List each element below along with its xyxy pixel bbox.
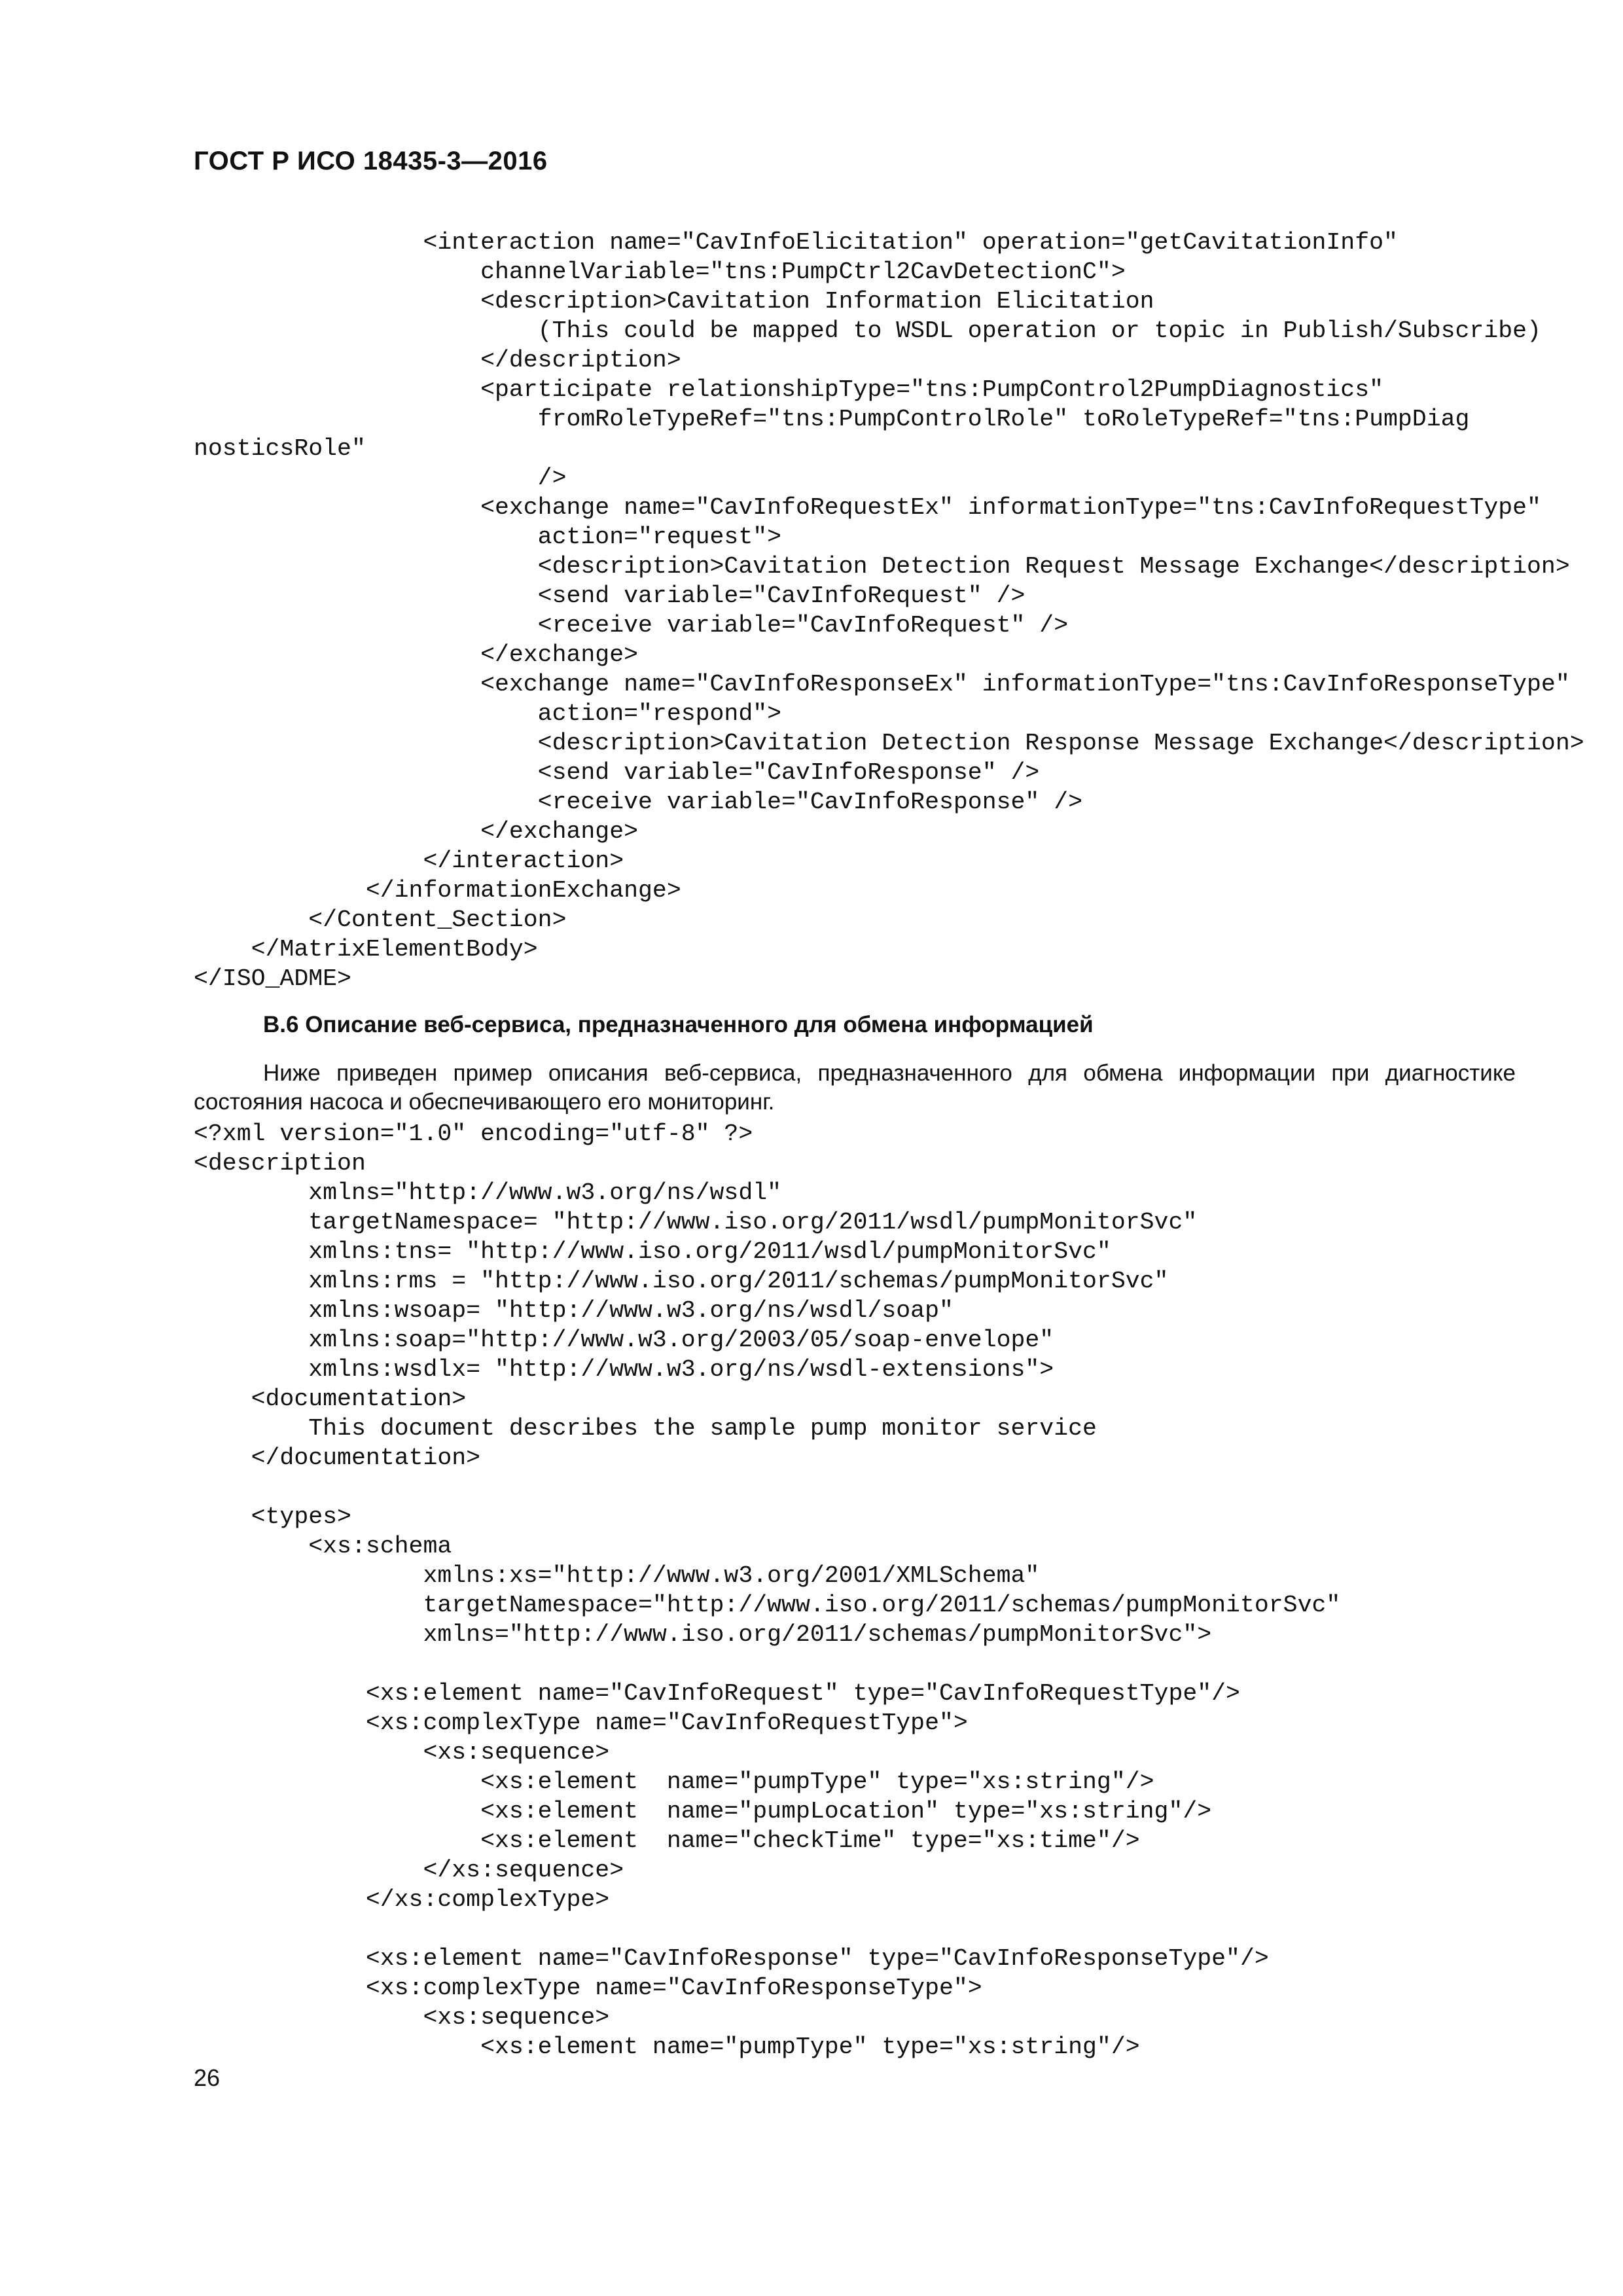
code-line: xmlns="http://www.w3.org/ns/wsdl" — [194, 1179, 782, 1206]
code-line: <xs:element name="pumpType" type="xs:string"/> — [194, 1768, 1154, 1795]
code-line: <xs:element name="CavInfoResponse" type="CavInfoResponseType"/> — [194, 1945, 1269, 1972]
code-line: <xs:element name="checkTime" type="xs:time"/> — [194, 1827, 1140, 1854]
code-line: </MatrixElementBody> — [194, 936, 538, 963]
code-line — [194, 1649, 1340, 1679]
code-line: <xs:sequence> — [194, 1739, 610, 1766]
code-line: (This could be mapped to WSDL operation or topic in Publish/Subscribe) — [194, 317, 1541, 344]
code-line: xmlns:wsdlx= "http://www.w3.org/ns/wsdl-extensions"> — [194, 1356, 1054, 1383]
code-line: <send variable="CavInfoRequest" /> — [194, 583, 1026, 609]
code-line: <exchange name="CavInfoRequestEx" informationType="tns:CavInfoRequestType" — [194, 494, 1541, 521]
code-line: <receive variable="CavInfoResponse" /> — [194, 789, 1083, 816]
code-line: action="request"> — [194, 524, 782, 550]
page-number: 26 — [194, 2064, 221, 2091]
code-line: </exchange> — [194, 641, 639, 668]
code-line: <xs:element name="CavInfoRequest" type="CavInfoRequestType"/> — [194, 1680, 1240, 1707]
code-line: /> — [194, 465, 567, 492]
code-line: xmlns:rms = "http://www.iso.org/2011/schemas/pumpMonitorSvc" — [194, 1268, 1169, 1295]
code-line: <description>Cavitation Detection Response Message Exchange</description> — [194, 730, 1584, 757]
code-line: xmlns:wsoap= "http://www.w3.org/ns/wsdl/soap" — [194, 1297, 954, 1324]
code-line: <description>Cavitation Information Elicitation — [194, 288, 1154, 315]
section-paragraph: Ниже приведен пример описания веб-сервиса, предназначенного для обмена информации при диагностике состояния насоса и обеспечивающего его мониторинг. — [194, 1060, 1516, 1115]
code-line: </informationExchange> — [194, 877, 681, 904]
code-line — [194, 1473, 1340, 1502]
code-line: </xs:complexType> — [194, 1886, 610, 1913]
code-line: <description>Cavitation Detection Request Message Exchange</description> — [194, 553, 1570, 580]
code-line: <documentation> — [194, 1386, 467, 1412]
code-listing-top — [194, 228, 1584, 994]
code-line: <?xml version="1.0" encoding="utf-8" ?> — [194, 1121, 753, 1147]
code-line: xmlns:soap="http://www.w3.org/2003/05/soap-envelope" — [194, 1327, 1054, 1354]
code-line: <xs:element name="pumpType" type="xs:string"/> — [194, 2034, 1140, 2060]
code-line: xmlns:tns= "http://www.iso.org/2011/wsdl/pumpMonitorSvc" — [194, 1238, 1111, 1265]
code-line: </xs:sequence> — [194, 1857, 624, 1884]
code-line: <exchange name="CavInfoResponseEx" informationType="tns:CavInfoResponseType" — [194, 671, 1570, 698]
code-line — [194, 1914, 1340, 1944]
code-line: targetNamespace= "http://www.iso.org/2011/wsdl/pumpMonitorSvc" — [194, 1209, 1198, 1236]
page-header: ГОСТ Р ИСО 18435-3—2016 — [194, 147, 548, 175]
code-line: <xs:sequence> — [194, 2004, 610, 2031]
code-line: </ISO_ADME> — [194, 965, 351, 992]
code-line: <xs:complexType name="CavInfoRequestType"> — [194, 1710, 968, 1736]
code-line: <description — [194, 1150, 366, 1177]
code-line: targetNamespace="http://www.iso.org/2011/schemas/pumpMonitorSvc" — [194, 1592, 1341, 1619]
section-heading: В.6 Описание веб-сервиса, предназначенного для обмена информацией — [263, 1012, 1094, 1037]
code-line: channelVariable="tns:PumpCtrl2CavDetectionC"> — [194, 259, 1126, 285]
code-line: </documentation> — [194, 1444, 481, 1471]
code-line: <participate relationshipType="tns:PumpControl2PumpDiagnostics" — [194, 376, 1383, 403]
code-line: <types> — [194, 1503, 351, 1530]
code-line: fromRoleTypeRef="tns:PumpControlRole" toRoleTypeRef="tns:PumpDiag — [194, 406, 1470, 433]
code-line: <send variable="CavInfoResponse" /> — [194, 759, 1040, 786]
code-line: <interaction name="CavInfoElicitation" operation="getCavitationInfo" — [194, 229, 1398, 256]
code-line: <receive variable="CavInfoRequest" /> — [194, 612, 1069, 639]
code-line: xmlns="http://www.iso.org/2011/schemas/pumpMonitorSvc"> — [194, 1621, 1212, 1648]
code-line: <xs:complexType name="CavInfoResponseType"> — [194, 1975, 982, 2001]
code-line: action="respond"> — [194, 700, 782, 727]
code-line: xmlns:xs="http://www.w3.org/2001/XMLSchema" — [194, 1562, 1040, 1589]
code-listing-bottom — [194, 1119, 1340, 2062]
code-line: </description> — [194, 347, 681, 374]
code-line: <xs:schema — [194, 1533, 452, 1560]
code-line: This document describes the sample pump monitor service — [194, 1415, 1097, 1442]
code-line: </exchange> — [194, 818, 639, 845]
code-line: </interaction> — [194, 848, 624, 874]
code-line: </Content_Section> — [194, 906, 567, 933]
code-line: <xs:element name="pumpLocation" type="xs:string"/> — [194, 1798, 1212, 1825]
code-line: nosticsRole" — [194, 435, 366, 462]
